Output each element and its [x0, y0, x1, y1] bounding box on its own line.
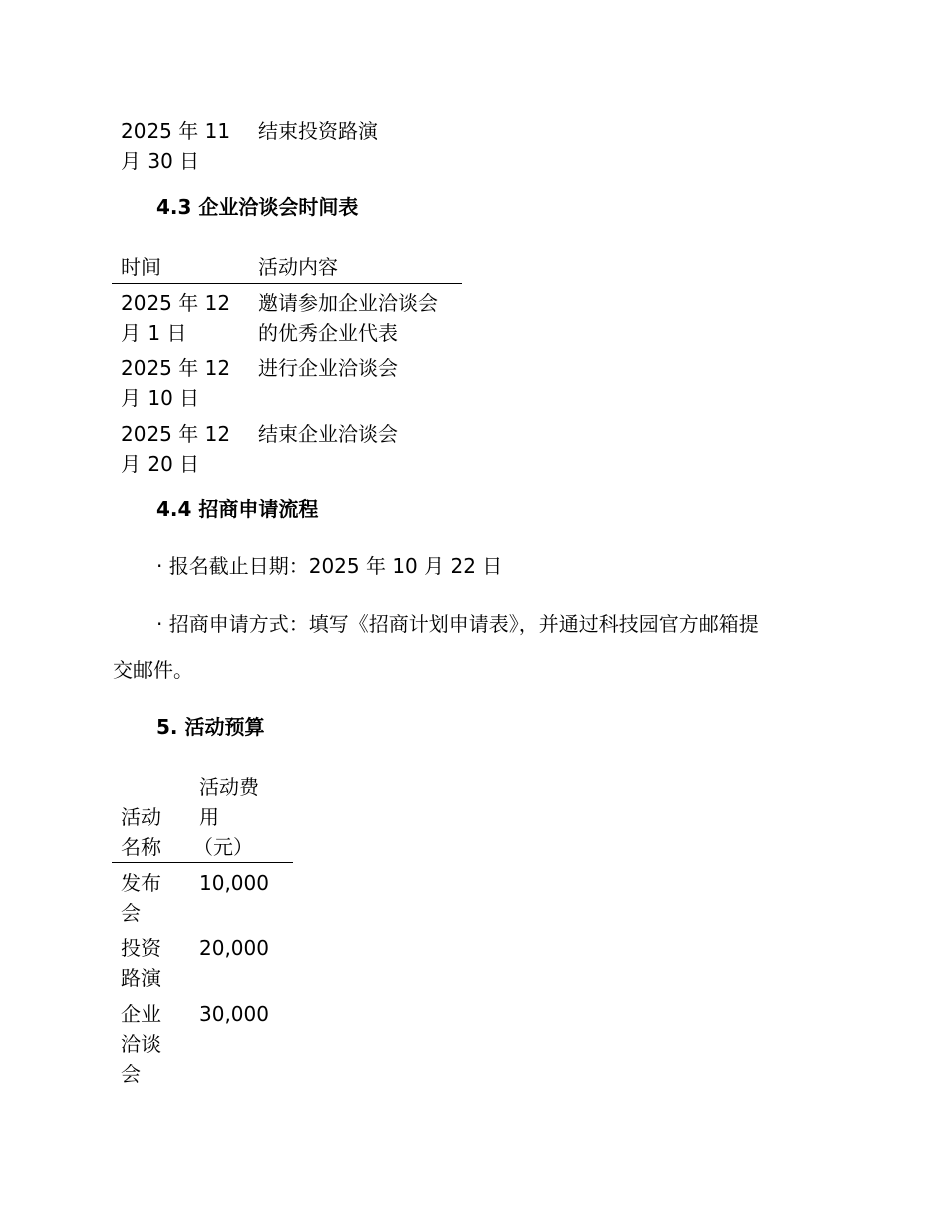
application-method-bullet-line2: 交邮件。	[113, 658, 193, 682]
table-header-activity: 活动内容	[258, 255, 338, 279]
row-time-line2: 月 10 日	[121, 386, 200, 410]
table-header-name-line1: 活动	[121, 805, 161, 829]
table-header-name-line2: 名称	[121, 835, 161, 859]
budget-cost: 30,000	[199, 1002, 269, 1026]
row-time-line1: 2025 年 12	[121, 422, 231, 446]
budget-name-line2: 会	[121, 901, 141, 925]
table-header-cost-line2: 用	[199, 805, 219, 829]
row-time-line2: 月 1 日	[121, 321, 187, 345]
row-time-line1: 2025 年 12	[121, 356, 231, 380]
row-activity-line1: 邀请参加企业洽谈会	[258, 291, 438, 315]
row-activity-line2: 的优秀企业代表	[258, 321, 398, 345]
row-activity-line1: 进行企业洽谈会	[258, 356, 398, 380]
budget-name-line1: 发布	[121, 871, 161, 895]
section-4-3-heading: 4.3 企业洽谈会时间表	[156, 195, 359, 219]
section-5-heading: 5. 活动预算	[156, 715, 265, 739]
budget-cost: 20,000	[199, 936, 269, 960]
row-time-line1: 2025 年 12	[121, 291, 231, 315]
budget-cost: 10,000	[199, 871, 269, 895]
budget-name-line1: 企业	[121, 1002, 161, 1026]
table-4-2-time-line2: 月 30 日	[121, 149, 200, 173]
section-4-4-heading: 4.4 招商申请流程	[156, 497, 319, 521]
table-header-time: 时间	[121, 255, 161, 279]
table-header-cost-line3: （元）	[193, 835, 253, 859]
application-method-bullet-line1: · 招商申请方式：填写《招商计划申请表》，并通过科技园官方邮箱提	[156, 612, 759, 636]
budget-name-line3: 会	[121, 1062, 141, 1086]
table-header-rule	[112, 283, 462, 284]
table-4-2-activity: 结束投资路演	[258, 119, 378, 143]
row-activity-line1: 结束企业洽谈会	[258, 422, 398, 446]
budget-name-line1: 投资	[121, 936, 161, 960]
row-time-line2: 月 20 日	[121, 452, 200, 476]
budget-name-line2: 洽谈	[121, 1032, 161, 1056]
table-header-cost-line1: 活动费	[199, 775, 259, 799]
budget-header-rule	[112, 862, 293, 863]
deadline-bullet: · 报名截止日期：2025 年 10 月 22 日	[156, 554, 503, 578]
table-4-2-time-line1: 2025 年 11	[121, 119, 231, 143]
budget-name-line2: 路演	[121, 966, 161, 990]
